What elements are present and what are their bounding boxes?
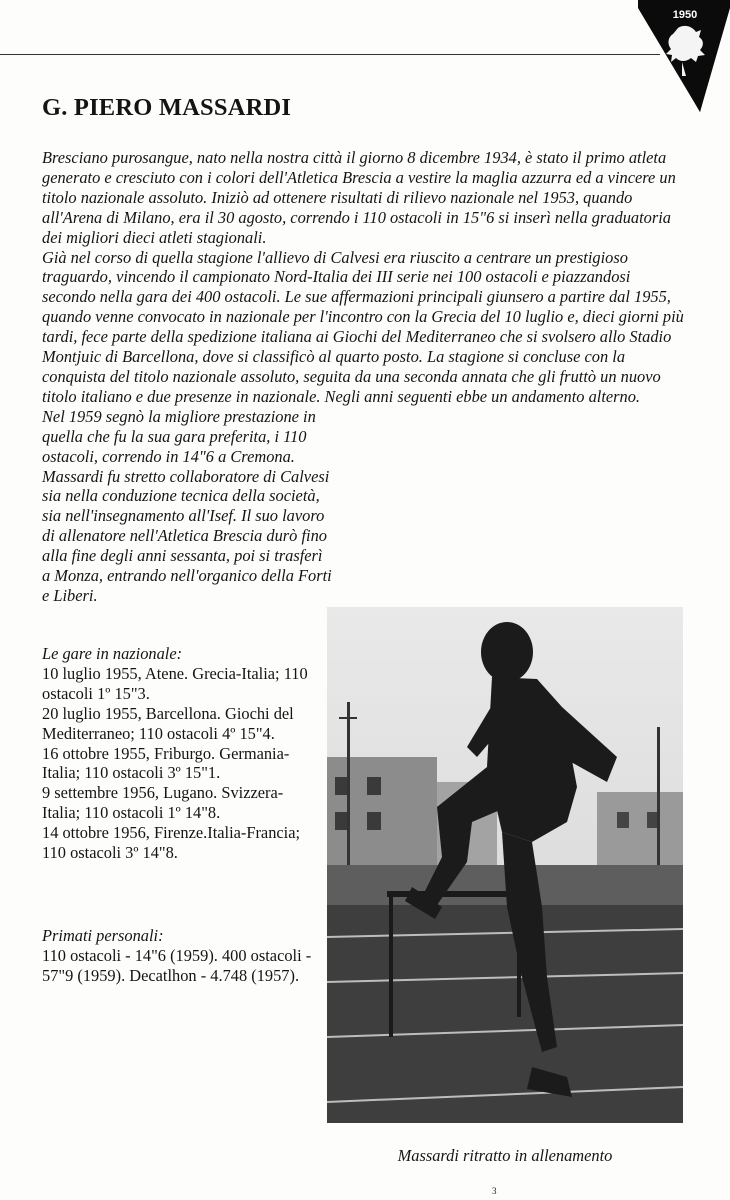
races-heading: Le gare in nazionale: bbox=[42, 644, 183, 663]
race-item: 20 luglio 1955, Barcellona. Giochi del Mediterraneo; 110 ostacoli 4º 15"4. bbox=[42, 703, 294, 743]
photo-caption: Massardi ritratto in allenamento bbox=[397, 1146, 613, 1165]
national-races-section bbox=[42, 644, 312, 863]
records-heading: Primati personali: bbox=[42, 926, 164, 945]
biography-text bbox=[42, 148, 687, 606]
bio-paragraph: Già nel corso di quella stagione l'allievo di Calvesi era riuscito a centrare un prestigioso traguardo, vincendo il campionato Nord-Italia dei III serie nei 100 ostacoli e piazzandosi secondo nella gara dei 400 ostacoli. Le sue affermazioni principali giunsero a partire dal 1955, quando venne convocato in nazionale per l'incontro con la Grecia del 10 luglio e, dieci giorni più tardi, fece parte della spedizione italiana ai Giochi del Mediterraneo che si svolsero allo Stadio Montjuic di Barcellona, dove si classificò al quarto posto. La stagione si concluse con la conquista del titolo nazionale assoluto, seguita da una seconda annata che gli fruttò un nuovo titolo italiano e due presenze in nazionale. Negli anni seguenti ebbe un andamento alterno. bbox=[42, 247, 684, 406]
bio-paragraph: Nel 1959 segnò la migliore prestazione in quella che fu la sua gara preferita, i 110 ostacoli, correndo in 14"6 a Cremona. Massardi fu stretto collaboratore di Calvesi sia nella conduzione tecnica della società, sia nell'insegnamento all'Isef. Il suo lavoro di allenatore nell'Atletica Brescia durò fino alla fine degli anni sessanta, poi si trasferì a Monza, entrando nell'organico della Forti e Liberi. bbox=[42, 406, 332, 605]
race-item: 10 luglio 1955, Atene. Grecia-Italia; 110 ostacoli 1º 15"3. bbox=[42, 663, 308, 703]
page-title: G. PIERO MASSARDI bbox=[42, 94, 292, 121]
bio-paragraph: Bresciano purosangue, nato nella nostra città il giorno 8 dicembre 1934, è stato il primo atleta generato e cresciuto con i colori dell'Atletica Brescia a vestire la maglia azzurra ed a vincere un titolo nazionale assoluto. Iniziò ad ottenere risultati di rilievo nazionale nel 1953, quando all'Arena di Milano, era il 30 agosto, correndo i 110 ostacoli in 15"6 si inserì nella graduatoria dei migliori dieci atleti stagionali. bbox=[42, 148, 676, 247]
personal-records-section bbox=[42, 926, 317, 986]
race-item: 16 ottobre 1955, Friburgo. Germania-Italia; 110 ostacoli 3º 15"1. bbox=[42, 743, 290, 783]
header-rule bbox=[0, 54, 660, 55]
race-item: 14 ottobre 1956, Firenze.Italia-Francia; 110 ostacoli 3º 14"8. bbox=[42, 823, 301, 863]
hurdler-training-photo bbox=[327, 607, 683, 1123]
records-text: 110 ostacoli - 14"6 (1959). 400 ostacoli - 57"9 (1959). Decatlhon - 4.748 (1957). bbox=[42, 945, 312, 985]
club-emblem-badge bbox=[638, 0, 730, 112]
race-item: 9 settembre 1956, Lugano. Svizzera-Italia; 110 ostacoli 1º 14"8. bbox=[42, 783, 284, 823]
page-mark: 3 bbox=[492, 1186, 497, 1196]
badge-year: 1950 bbox=[672, 9, 698, 21]
